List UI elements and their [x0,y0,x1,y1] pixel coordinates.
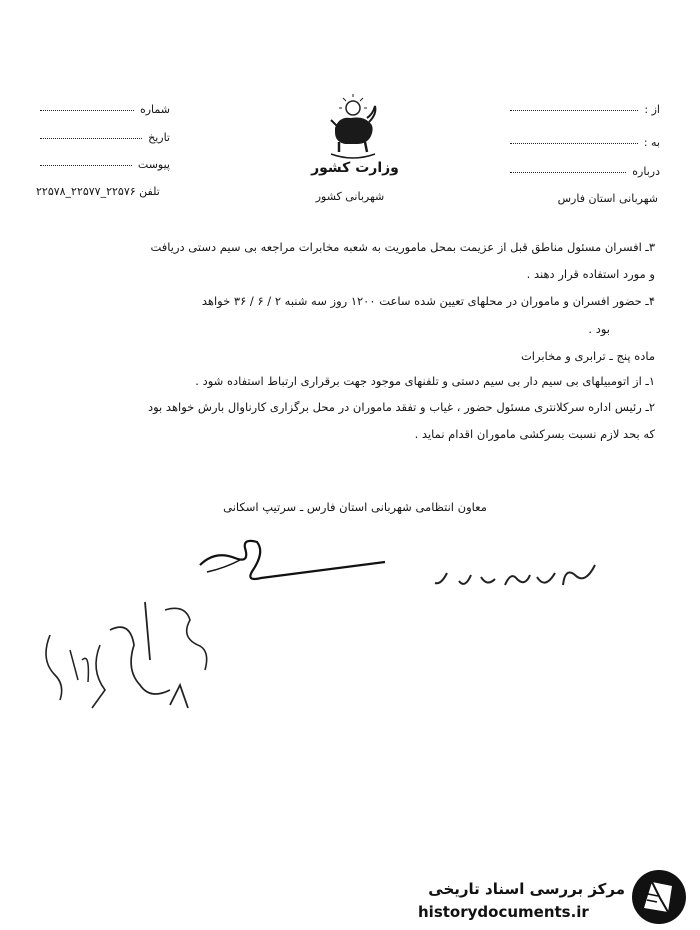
from-field [510,103,660,116]
date-line [40,137,142,139]
archive-name: مرکز بررسی اسناد تاریخی [428,880,625,898]
subject-label: درباره [632,165,660,178]
from-line [510,109,638,111]
body-line-7: ۲ـ رئیس اداره سرکلانتری مسئول حضور ، غیاب و تفقد ماموران در محل برگزاری کارناوال بارش خواهد بود [147,400,655,414]
from-label: از : [644,103,660,116]
body-line-3: ۴ـ حضور افسران و ماموران در محلهای تعیین شده ساعت ۱۲۰۰ روز سه شنبه ۲ / ۶ / ۳۶ خواهد [201,294,655,308]
signature-image [195,530,395,590]
lion-and-sun-emblem [323,92,383,162]
handwritten-annotation [30,590,230,720]
province-police: شهربانی استان فارس [557,192,658,205]
ministry-subtitle: شهربانی کشور [315,190,385,203]
handwritten-note [425,555,605,605]
subject-line [510,171,626,173]
attachment-line [40,164,132,166]
body-line-1: ۳ـ افسران مسئول مناطق قبل از عزیمت بمحل ماموریت به شعبه مخابرات مراجعه بی سیم دستی دریافت [150,240,655,254]
subject-field [510,165,660,178]
archive-url: historydocuments.ir [418,903,589,921]
body-line-8: که بحد لازم نسبت بسرکشی ماموران اقدام نماید . [414,427,655,441]
ministry-title: وزارت کشور [311,160,399,176]
phone-numbers: تلفن ۲۲۵۷۶_۲۲۵۷۷_۲۲۵۷۸ [36,185,160,198]
date-field [40,131,170,144]
archive-logo [630,868,688,926]
attachment-field [40,158,170,171]
to-field [510,136,660,149]
body-line-2: و مورد استفاده قرار دهند . [526,267,655,281]
number-label: شماره [139,103,170,116]
body-line-5: ماده پنج ـ ترابری و مخابرات [520,349,655,363]
body-line-6: ۱ـ از اتومبیلهای بی سیم دار بی سیم دستی و تلفنهای موجود جهت برقراری ارتباط استفاده شود . [195,374,655,388]
attachment-label: پیوست [137,158,170,171]
number-field [40,103,170,116]
date-label: تاریخ [148,131,170,144]
body-line-4: بود . [588,322,610,336]
signatory-name: معاون انتظامی شهربانی استان فارس ـ سرتیپ اسکانی [223,500,487,514]
number-line [40,109,134,111]
to-label: به : [643,136,660,149]
to-line [510,142,638,144]
